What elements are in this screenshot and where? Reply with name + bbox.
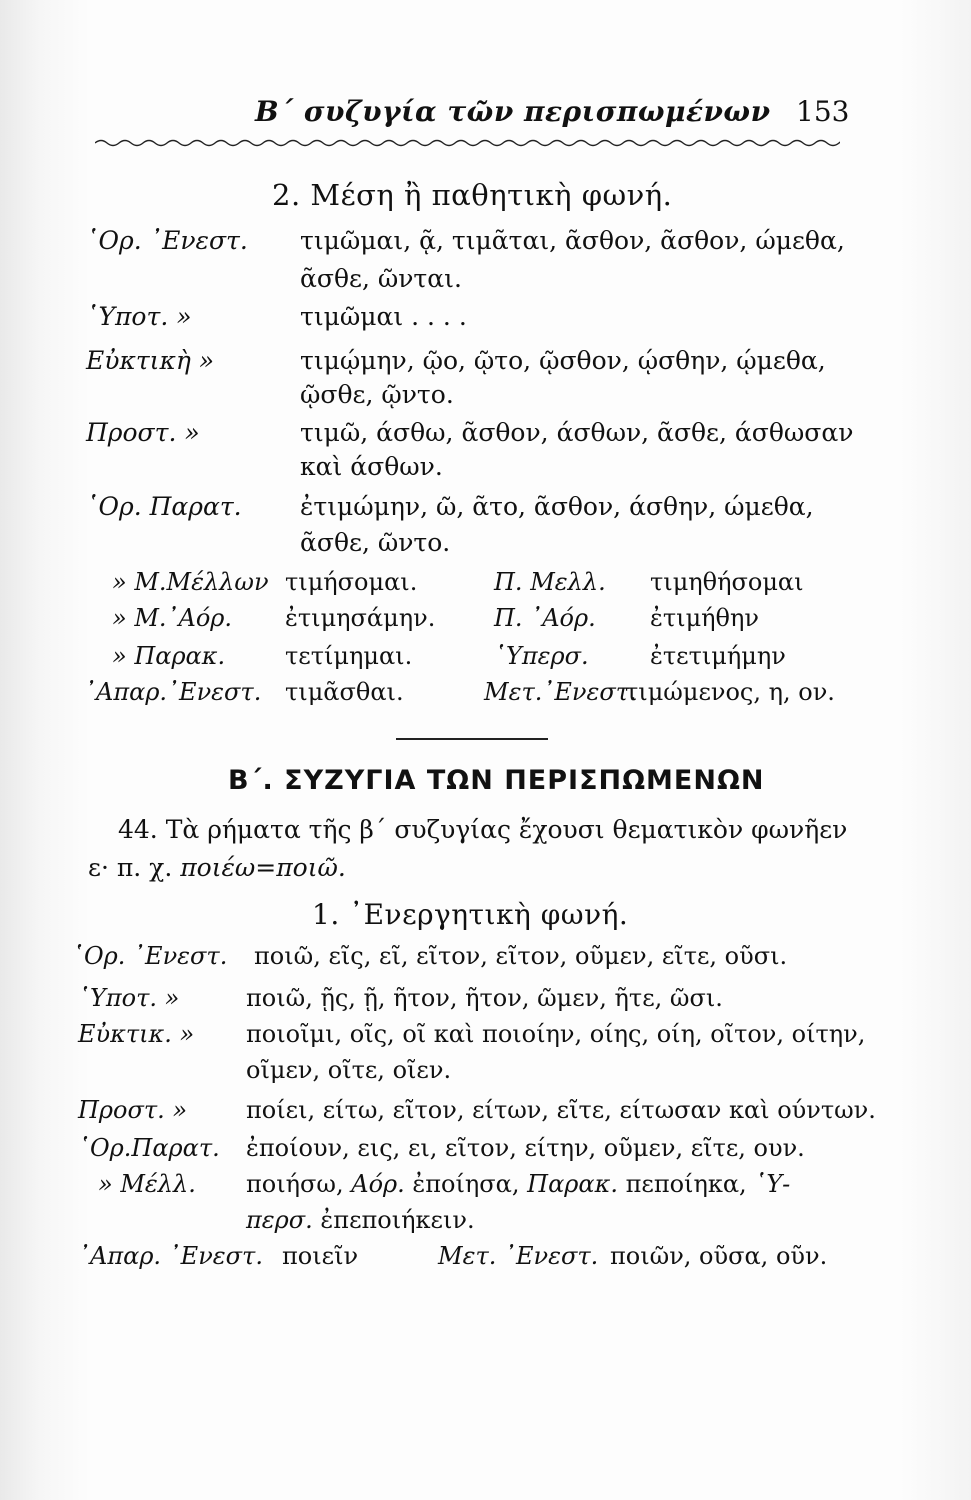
pluperfect-form: ἐπεποιήκειν. — [320, 1206, 475, 1234]
pluperfect-label-end: περσ. — [246, 1206, 313, 1234]
pair-left-value: τιμήσομαι. — [285, 568, 418, 596]
row-label: Προστ. » — [86, 418, 200, 447]
row-text: ᾶσθε, ῶντο. — [300, 528, 451, 557]
row-text: ᾶσθε, ῶνται. — [300, 264, 462, 293]
aorist-label: Αόρ. — [351, 1170, 405, 1198]
paragraph-44-example: ποιέω=ποιῶ. — [180, 853, 346, 882]
pair-left-value: τετίμημαι. — [285, 642, 413, 670]
participle-form: ποιῶν, οῦσα, οῦν. — [610, 1242, 828, 1270]
section-divider — [396, 738, 548, 740]
row-text: τιμῶμαι, ᾷ, τιμᾶται, ᾶσθον, ᾶσθον, ώμεθα, — [300, 226, 845, 255]
row-label: Εὐκτικὴ » — [86, 346, 215, 375]
pair-right-label: ῾Υπερσ. — [494, 642, 589, 670]
pair-right-label: Μετ.᾿Ενεστ. — [484, 678, 637, 706]
pluperfect-line — [246, 1206, 475, 1234]
pair-left-value: ἐτιμησάμην. — [285, 604, 436, 632]
row-label: Προστ. » — [78, 1096, 188, 1124]
future-forms-line — [246, 1170, 790, 1198]
row-label: Εὐκτικ. » — [78, 1020, 195, 1048]
pluperfect-label-start: ῾Υ- — [754, 1170, 791, 1198]
pair-right-value: τιμώμενος, η, ον. — [625, 678, 835, 706]
pair-left-value: τιμᾶσθαι. — [285, 678, 404, 706]
pair-right-value: ἐτιμήθην — [650, 604, 759, 632]
row-text: ποιῶ, εῖς, εῖ, εῖτον, εῖτον, οῦμεν, εῖτε, οῦσι. — [254, 942, 788, 970]
page-number: 153 — [796, 95, 850, 128]
row-text: ἐτιμώμην, ῶ, ᾶτο, ᾶσθον, άσθην, ώμεθα, — [300, 492, 814, 521]
perfect-label: Παρακ. — [527, 1170, 618, 1198]
row-text: τιμῴμην, ῷο, ῷτο, ῷσθον, ῴσθην, ῴμεθα, — [300, 346, 826, 375]
pair-right-value: ἐτετιμήμην — [650, 642, 786, 670]
pair-right-label: Π. Μελλ. — [494, 568, 606, 596]
row-text: τιμῶμαι . . . . — [300, 302, 467, 331]
perfect-form: πεποίηκα, — [625, 1170, 747, 1198]
row-label: » Μέλλ. — [98, 1170, 196, 1198]
pair-left-label: » Παρακ. — [112, 642, 226, 670]
middle-passive-title: 2. Μέση ἢ παθητικὴ φωνή. — [272, 178, 673, 212]
aorist-form: ἐποίησα, — [412, 1170, 520, 1198]
row-text: ῷσθε, ῷντο. — [300, 380, 454, 409]
row-label: ῾Ορ. Παρατ. — [86, 492, 242, 521]
participle-label: Μετ. ᾿Ενεστ. — [438, 1242, 599, 1270]
row-label: ῾Ορ.Παρατ. — [78, 1134, 220, 1162]
row-label: ῾Υποτ. » — [78, 984, 180, 1012]
row-text: ποίει, είτω, εῖτον, είτων, εῖτε, είτωσαν καὶ ούντων. — [246, 1096, 876, 1124]
pair-left-label: » Μ.᾿Αόρ. — [112, 604, 233, 632]
row-text: ποιῶ, ῇς, ῇ, ῆτον, ῆτον, ῶμεν, ῆτε, ῶσι. — [246, 984, 723, 1012]
pair-right-value: τιμηθήσομαι — [650, 568, 804, 596]
infinitive-form: ποιεῖν — [282, 1242, 359, 1270]
row-text: ποιοῖμι, οῖς, οῖ καὶ ποιοίην, οίης, οίη, οῖτον, οίτην, — [246, 1020, 866, 1048]
active-voice-title: 1. ᾿Ενεργητικὴ φωνή. — [312, 898, 629, 931]
row-label: ῾Ορ. ᾿Ενεστ. — [72, 942, 228, 970]
row-text: οῖμεν, οῖτε, οῖεν. — [246, 1056, 452, 1084]
pair-left-label: » Μ.Μέλλων — [112, 568, 269, 596]
header-wavy-rule — [95, 138, 840, 148]
row-text: τιμῶ, άσθω, ᾶσθον, άσθων, ᾶσθε, άσθωσαν — [300, 418, 854, 447]
paragraph-44-prefix: ε· π. χ. — [88, 853, 173, 882]
pair-right-label: Π. ᾿Αόρ. — [494, 604, 596, 632]
paragraph-44-line1: 44. Τὰ ρήματα τῆς β΄ συζυγίας ἔχουσι θεματικὸν φωνῆεν — [118, 815, 848, 844]
row-label: ῾Ορ. ᾿Ενεστ. — [86, 226, 248, 255]
future-form: ποιήσω, — [246, 1170, 344, 1198]
paragraph-44-line2 — [88, 853, 346, 882]
row-label: ῾Υποτ. » — [86, 302, 192, 331]
pair-left-label: ᾿Απαρ.᾿Ενεστ. — [84, 678, 262, 706]
infinitive-label: ᾿Απαρ. ᾿Ενεστ. — [78, 1242, 263, 1270]
row-text: καὶ άσθων. — [300, 452, 443, 481]
row-text: ἐποίουν, εις, ει, εῖτον, είτην, οῦμεν, εῖτε, ουν. — [246, 1134, 805, 1162]
section-heading: Β΄. ΣΥΖΥΓΙΑ ΤΩΝ ΠΕΡΙΣΠΩΜΕΝΩΝ — [228, 765, 765, 796]
running-header: Β΄ συζυγία τῶν περισπωμένων — [255, 95, 771, 128]
